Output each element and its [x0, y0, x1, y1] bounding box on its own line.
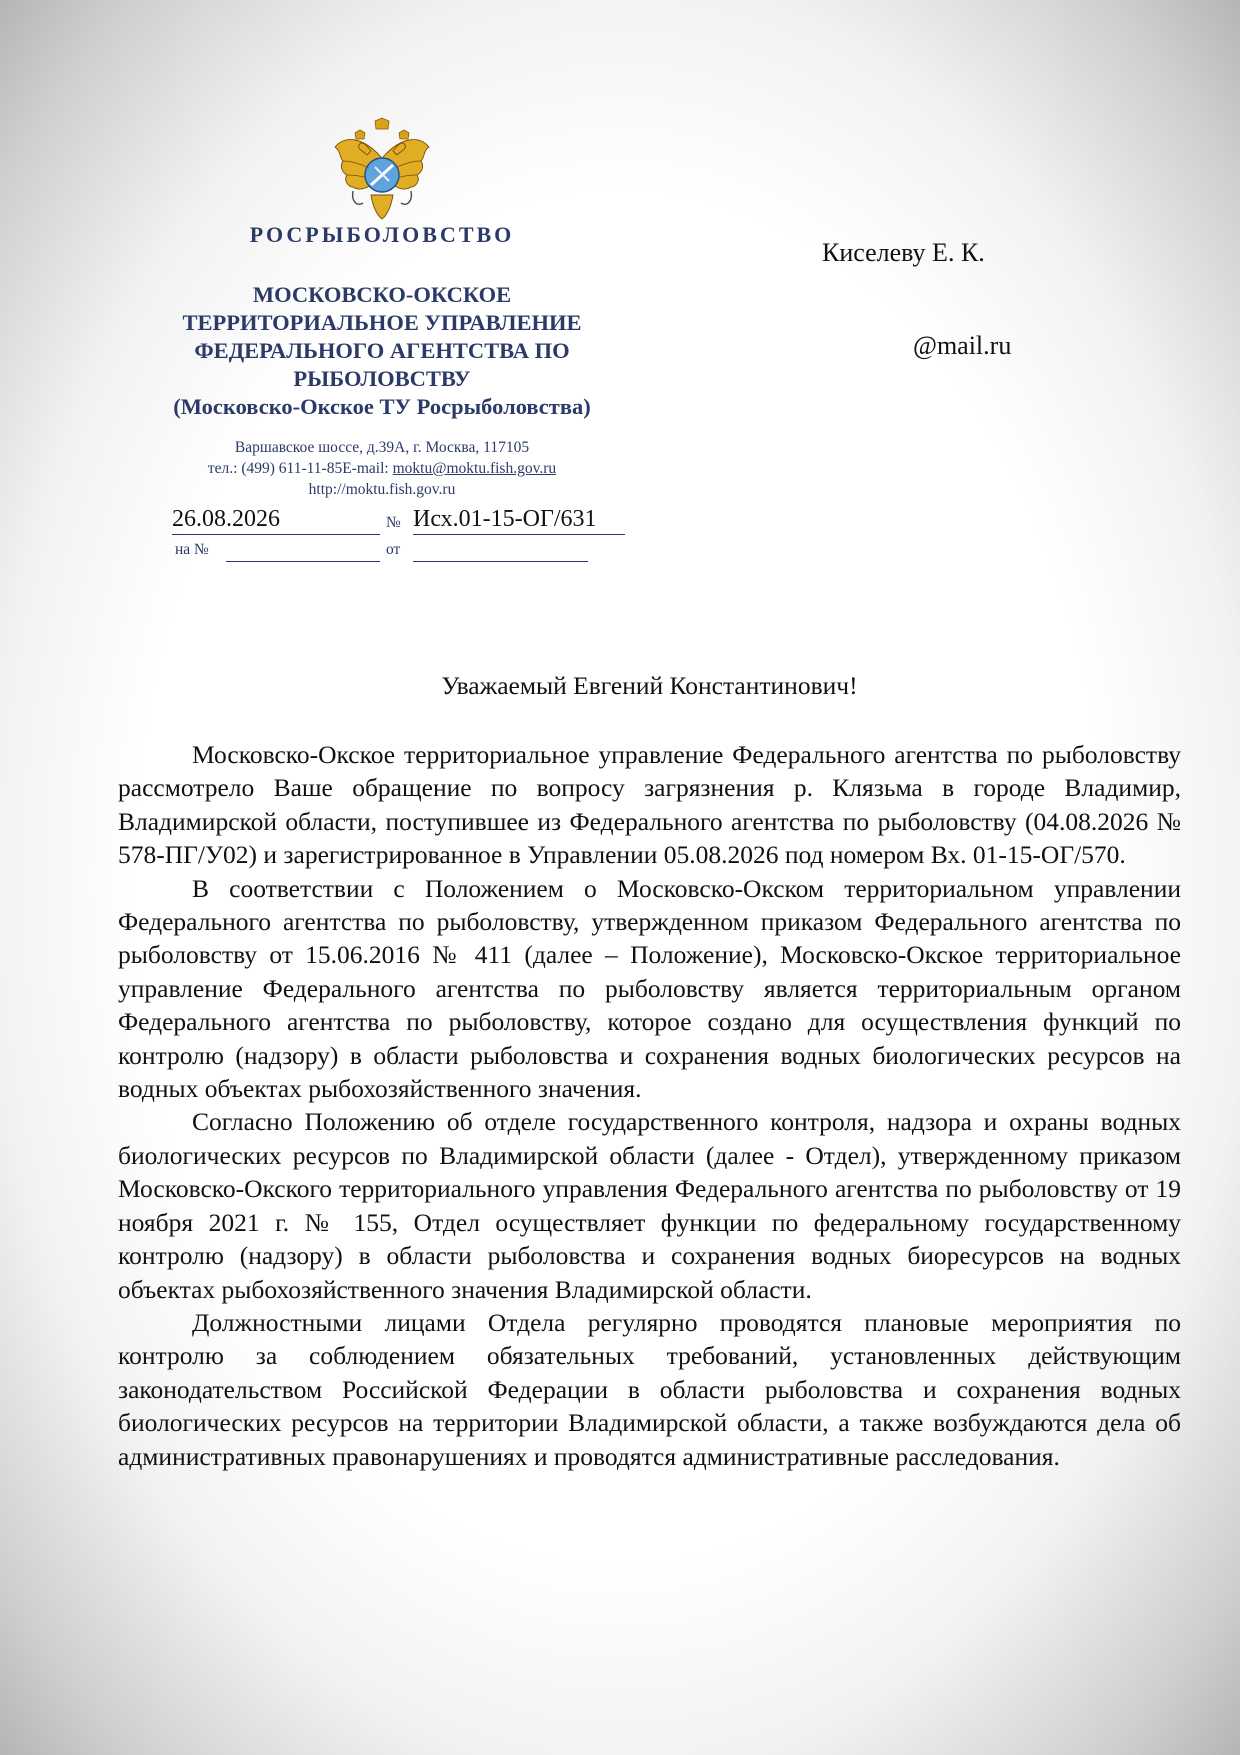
body-paragraph: Должностными лицами Отдела регулярно проводятся плановые мероприятия по контролю за соблюдением обязательных требований, установленных действующим законодательством Российской Федерации в области рыболовства и сохранения водных биологических ресурсов на территории Владимирской области, а также возбуждаются дела об административных правонарушениях и проводятся административные расследования.: [118, 1307, 1181, 1471]
salutation: Уважаемый Евгений Константинович!: [441, 671, 858, 700]
body-paragraph: В соответствии с Положением о Московско-Окском территориальном управлении Федерального агентства по рыболовству, утвержденном приказом Федерального агентства по рыболовству от 15.06.2016 № 411 (далее – Положение), Московско-Окское территориальное управление Федерального агентства по рыболовству является территориальным органом Федерального агентства по рыболовству, которое создано для осуществления функций по контролю (надзору) в области рыболовства и сохранения водных биологических ресурсов на водных объектах рыбохозяйственного значения.: [118, 873, 1181, 1104]
department-name: [120, 281, 644, 421]
reply-to-label: на №: [175, 541, 209, 558]
reply-to-blank: [226, 539, 380, 562]
department-line: ФЕДЕРАЛЬНОГО АГЕНТСТВА ПО: [194, 338, 570, 363]
outgoing-number: Исх.01-15-ОГ/631: [413, 504, 625, 535]
double-headed-eagle-emblem-icon: [333, 117, 431, 222]
email-link[interactable]: moktu@moktu.fish.gov.ru: [392, 460, 557, 477]
letter-body: [118, 738, 1181, 1473]
recipient-name: Киселеву Е. К.: [822, 238, 985, 267]
contact-block: [140, 437, 624, 500]
phone-email-line: [140, 458, 624, 479]
department-line: МОСКОВСКО-ОКСКОЕ: [252, 282, 512, 307]
address: Варшавское шоссе, д.39А, г. Москва, 117105: [234, 439, 530, 456]
from-date-blank: [413, 539, 588, 562]
body-paragraph: Согласно Положению об отделе государственного контроля, надзора и охраны водных биологических ресурсов по Владимирской области (далее - Отдел), утвержденному приказом Московско-Окского территориального управления Федерального агентства по рыболовству от 19 ноября 2021 г. № 155, Отдел осуществляет функции по федеральному государственному контролю (надзору) в области рыболовства и сохранения водных биоресурсов на водных объектах рыбохозяйственного значения Владимирской области.: [118, 1107, 1181, 1304]
department-line: РЫБОЛОВСТВУ: [293, 366, 471, 391]
body-paragraph: Московско-Окское территориальное управление Федерального агентства по рыболовству рассмотрело Ваше обращение по вопросу загрязнения р. Клязьма в городе Владимир, Владимирской области, поступившее из Федерального агентства по рыболовству (04.08.2026 № 578-ПГ/У02) и зарегистрированное в Управлении 05.08.2026 под номером Вх. 01-15-ОГ/570.: [118, 740, 1181, 870]
website-link[interactable]: http://moktu.fish.gov.ru: [308, 481, 456, 498]
phone: тел.: (499) 611-11-85E-mail:: [207, 460, 393, 477]
agency-name: РОСРЫБОЛОВСТВО: [249, 222, 515, 247]
from-label: от: [386, 541, 401, 558]
department-line: ТЕРРИТОРИАЛЬНОЕ УПРАВЛЕНИЕ: [182, 310, 582, 335]
recipient-email: @mail.ru: [913, 331, 1012, 360]
outgoing-date: 26.08.2026: [172, 504, 380, 535]
number-label: №: [386, 514, 401, 531]
department-short-name: (Московско-Окское ТУ Росрыболовства): [173, 394, 591, 419]
